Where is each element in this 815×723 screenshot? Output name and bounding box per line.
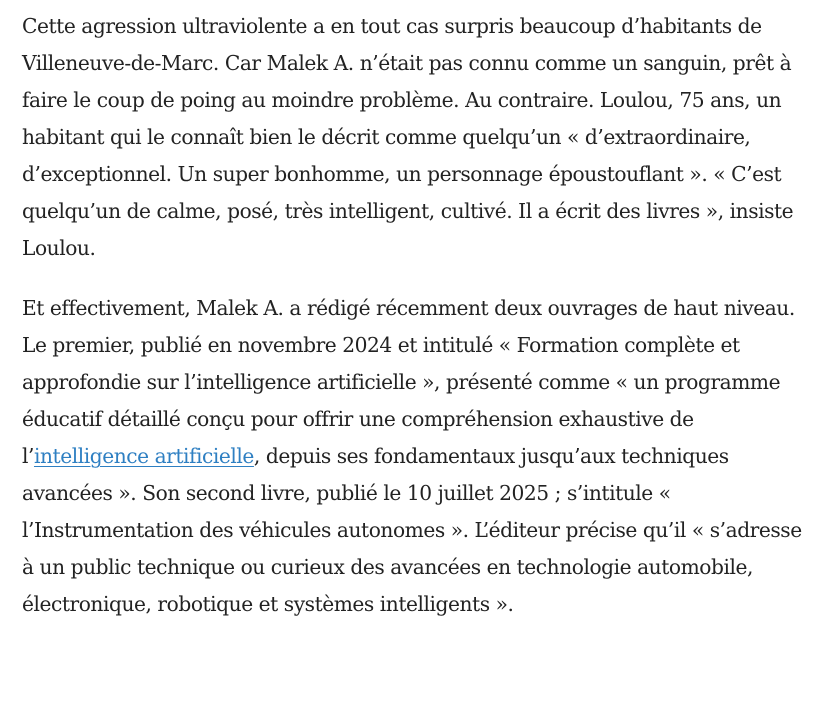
paragraph-text: , depuis ses fondamentaux jusqu’aux techniques avancées ». Son second livre, publié le 10 juillet 2025 ; s’intitule « l’Instrumentation des véhicules autonomes ». L’éditeur précise qu’il « s’adresse à un public technique ou curieux des avancées en technologie automobile, électronique, robotique et systèmes intelligents ». (22, 444, 802, 616)
article-body (22, 8, 802, 623)
intelligence-artificielle-link[interactable]: intelligence artificielle (33, 444, 254, 468)
article-paragraph: Cette agression ultraviolente a en tout cas surpris beaucoup d’habitants de Villeneuve-de-Marc. Car Malek A. n’était pas connu comme un sanguin, prêt à faire le coup de poing au moindre problème. Au contraire. Loulou, 75 ans, un habitant qui le connaît bien le décrit comme quelqu’un « d’extraordinaire, d’exceptionnel. Un super bonhomme, un personnage époustouflant ». « C’est quelqu’un de calme, posé, très intelligent, cultivé. Il a écrit des livres », insiste Loulou. (22, 14, 794, 260)
paragraph-text: Et effectivement, Malek A. a rédigé récemment deux ouvrages de haut niveau. Le premier, publié en novembre 2024 et intitulé « Formation complète et approfondie sur l’intelligence artificielle », présenté comme « un programme éducatif détaillé conçu pour offrir une compréhension exhaustive de l’ (22, 296, 795, 468)
article-paragraph (22, 290, 802, 623)
